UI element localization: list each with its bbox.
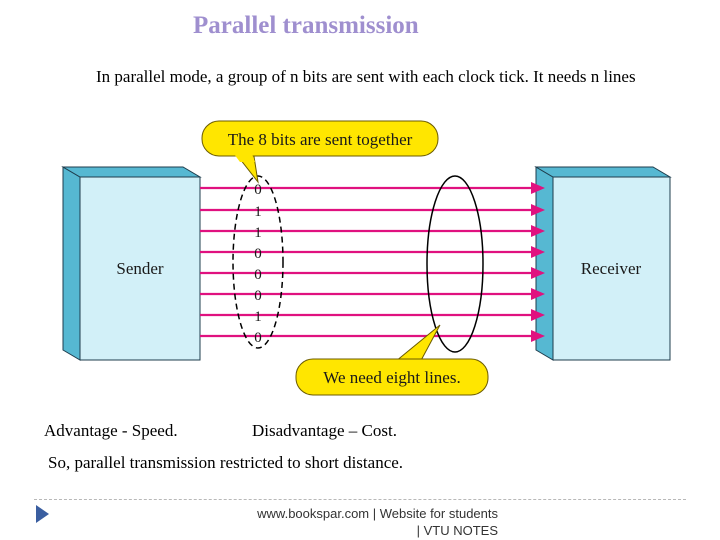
footer-divider: [34, 499, 686, 500]
bottom-callout-text: We need eight lines.: [323, 368, 461, 387]
top-callout-text: The 8 bits are sent together: [227, 130, 413, 149]
top-callout-joint: [234, 154, 255, 162]
sender-box-top: [63, 167, 200, 177]
receiver-box: [536, 167, 670, 360]
bit-digit: 0: [254, 330, 262, 346]
disadvantage-text: Disadvantage – Cost.: [252, 421, 397, 440]
footer-line-1: www.bookspar.com | Website for students: [257, 506, 498, 521]
lines-solid-ellipse: [427, 176, 483, 352]
bit-digit: 0: [254, 267, 262, 283]
bit-digit: 0: [254, 246, 262, 262]
bit-digit: 0: [254, 288, 262, 304]
footer-text: [236, 505, 498, 539]
advantage-text: Advantage - Speed.: [44, 421, 178, 440]
bit-digit: 1: [254, 309, 262, 325]
bottom-callout-joint: [388, 361, 420, 368]
bullet-arrow-icon: [36, 505, 49, 523]
transmission-lines: [200, 182, 545, 342]
intro-text: In parallel mode, a group of n bits are sent with each clock tick. It needs n lines: [96, 67, 636, 86]
footer-line-2: | VTU NOTES: [416, 523, 498, 538]
conclusion-text: So, parallel transmission restricted to short distance.: [48, 453, 404, 472]
top-callout: [202, 121, 438, 182]
bit-digit: 1: [254, 204, 262, 220]
bit-digit: 0: [254, 182, 262, 198]
receiver-box-top: [536, 167, 670, 177]
sender-label: Sender: [116, 259, 164, 278]
sender-box-side: [63, 167, 80, 360]
bit-values: [254, 182, 262, 346]
slide-title: Parallel transmission: [193, 12, 419, 39]
receiver-box-side: [536, 167, 553, 360]
bit-digit: 1: [254, 225, 262, 241]
sender-box: [63, 167, 200, 360]
receiver-label: Receiver: [580, 259, 642, 278]
